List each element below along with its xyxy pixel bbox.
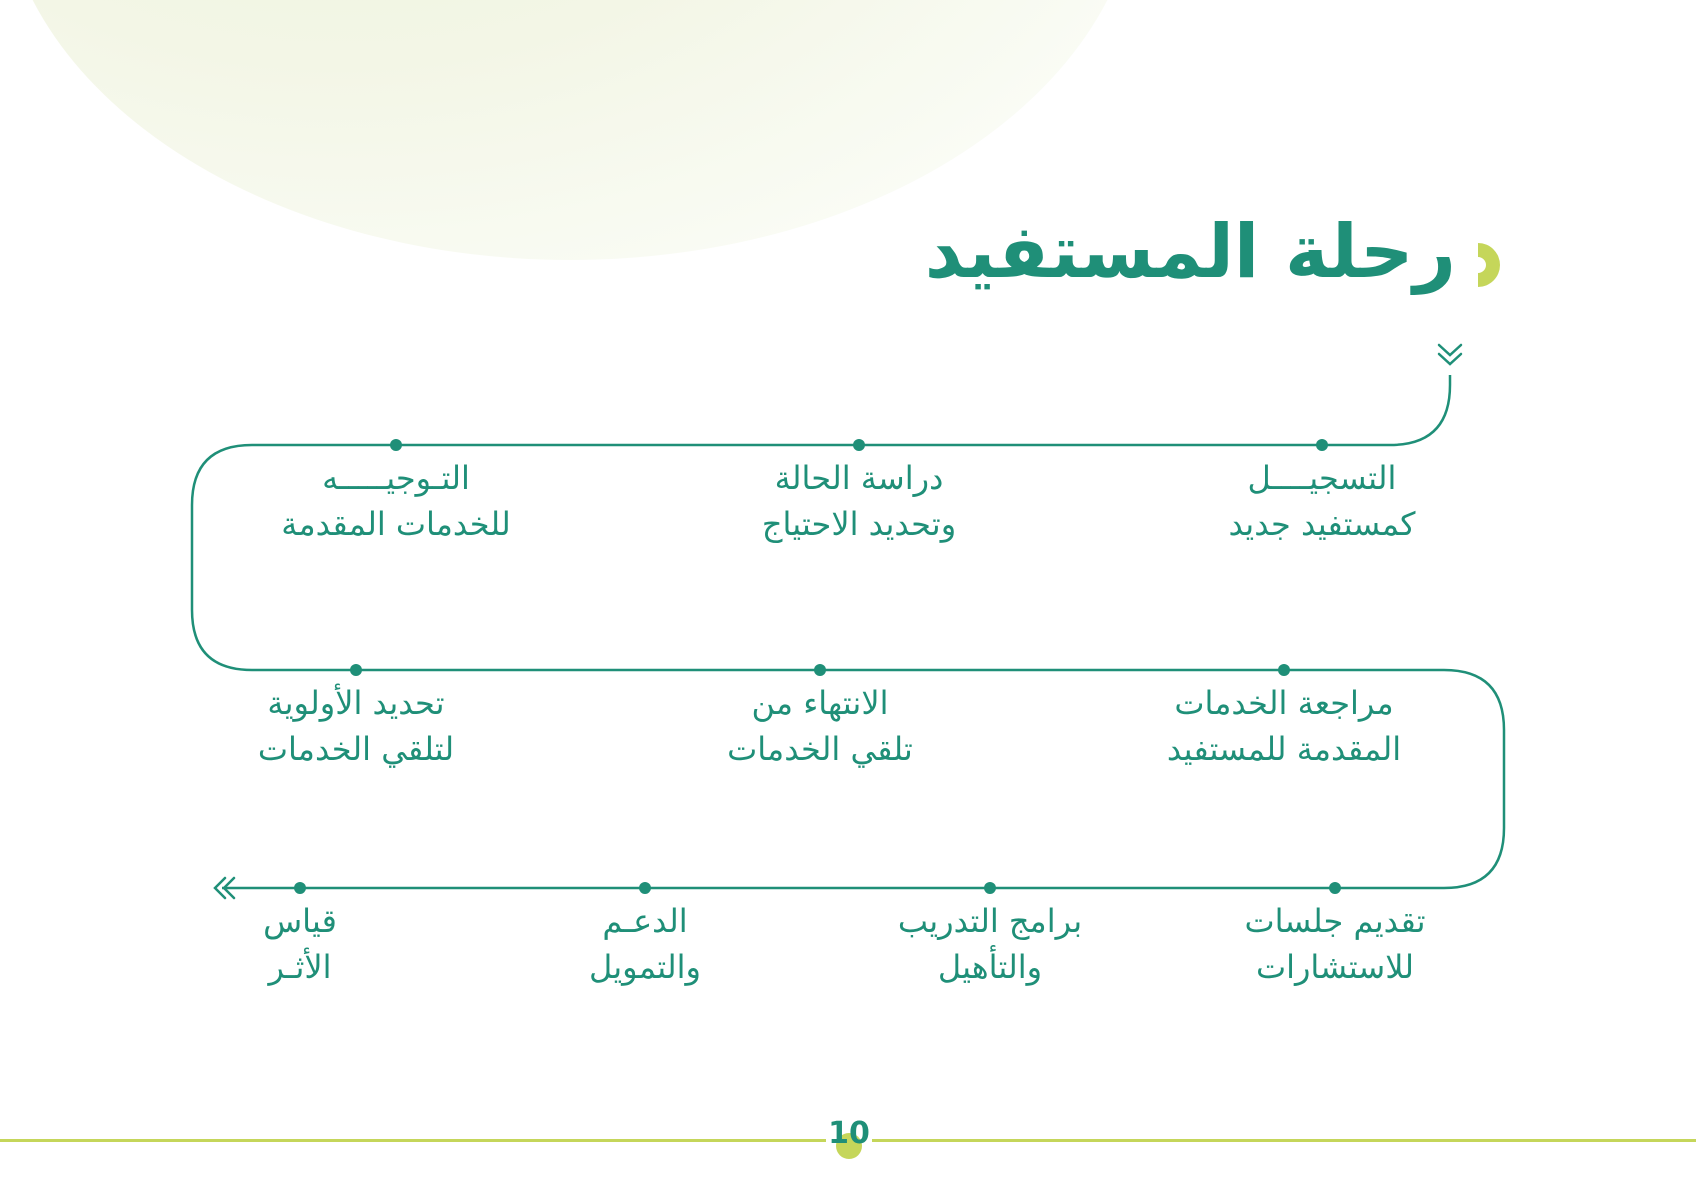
page-number: 10 [828, 1116, 870, 1151]
step-line-1: التـوجيـــــه [322, 459, 470, 497]
step-dot [639, 882, 651, 894]
step-support-funding [589, 898, 701, 990]
step-completion [727, 680, 913, 772]
step-dot [814, 664, 826, 676]
page-title: رحلة المستفيد [924, 209, 1456, 295]
step-line-2: لتلقي الخدمات [257, 730, 455, 768]
step-training [898, 898, 1082, 990]
step-dot [1329, 882, 1341, 894]
step-line-2: المقدمة للمستفيد [1166, 730, 1402, 768]
step-dot [350, 664, 362, 676]
step-dot [984, 882, 996, 894]
step-registration [1228, 455, 1415, 547]
step-case-study [762, 455, 956, 547]
step-line-2: والتأهيل [937, 948, 1043, 986]
step-dot [294, 882, 306, 894]
step-impact-measurement [263, 898, 337, 990]
step-line-1: تحديد الأولوية [267, 684, 445, 722]
step-line-2: والتمويل [589, 948, 701, 986]
step-priority [258, 680, 454, 772]
step-line-2: وتحديد الاحتياج [761, 505, 957, 543]
step-line-2: تلقي الخدمات [727, 730, 913, 768]
footer-line-left [0, 1139, 826, 1142]
step-line-2: الأثـر [268, 948, 332, 986]
step-dot [390, 439, 402, 451]
step-line-2: كمستفيد جديد [1228, 505, 1416, 543]
step-dot [1316, 439, 1328, 451]
step-line-2: للاستشارات [1255, 948, 1415, 986]
footer-line-right [872, 1139, 1696, 1142]
step-line-1: برامج التدريب [897, 902, 1083, 940]
step-consulting-sessions [1244, 898, 1425, 990]
step-line-2: للخدمات المقدمة [281, 505, 511, 543]
step-guidance [281, 455, 510, 547]
step-line-1: الدعـم [602, 902, 688, 940]
step-line-1: التسجيــــل [1247, 459, 1397, 497]
double-chevron-down-icon [1439, 345, 1461, 364]
step-line-1: الانتهاء من [751, 684, 889, 722]
step-dot [1278, 664, 1290, 676]
step-line-1: مراجعة الخدمات [1174, 684, 1394, 722]
step-line-1: قياس [263, 902, 337, 940]
step-services-review [1167, 680, 1401, 772]
step-dot [853, 439, 865, 451]
step-line-1: تقديم جلسات [1244, 902, 1426, 940]
step-line-1: دراسة الحالة [774, 459, 944, 497]
